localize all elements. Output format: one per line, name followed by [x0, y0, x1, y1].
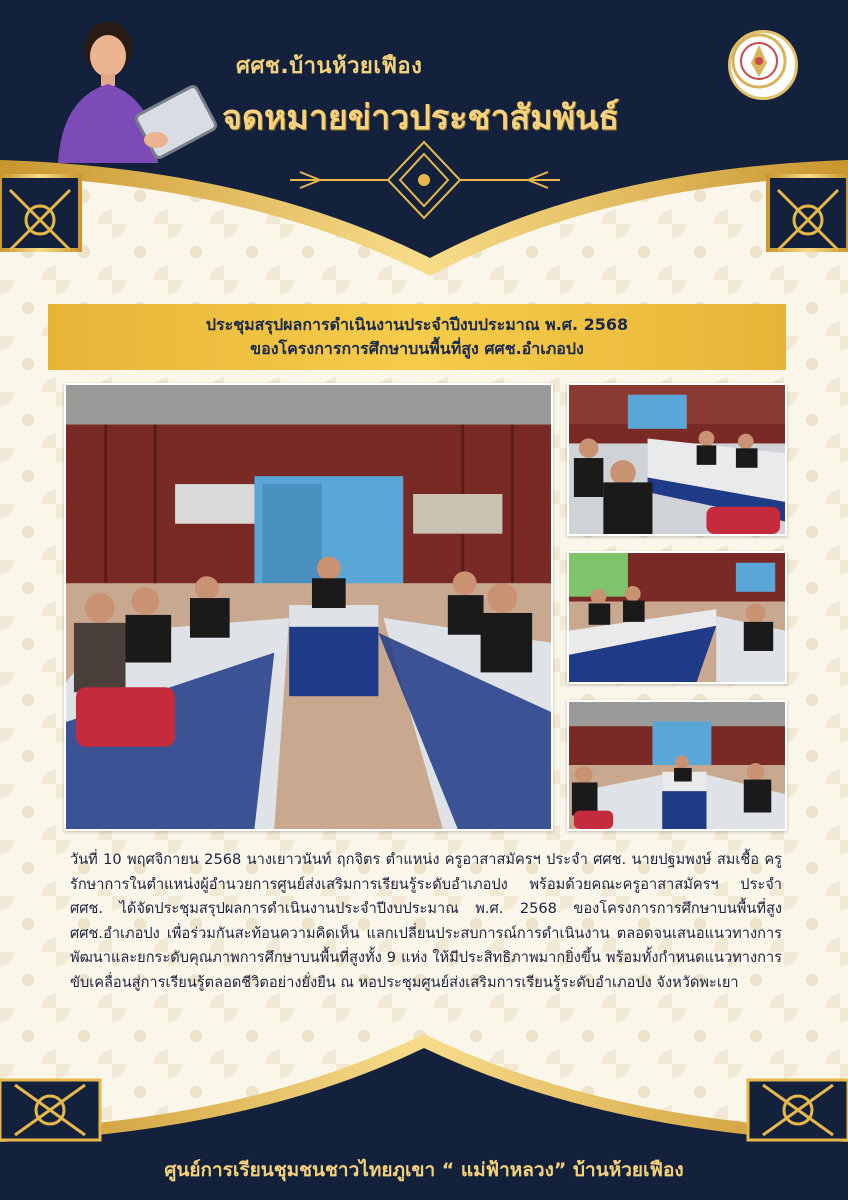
footer-center-name: ศูนย์การเรียนชุมชนชาวไทยภูเขา “ แม่ฟ้าหลวง” บ้านห้วยเฟือง [164, 1159, 684, 1181]
article-title-line-2: ของโครงการการศึกษาบนพื้นที่สูง ศศช.อำเภอปง [250, 339, 584, 358]
article-body: วันที่ 10 พฤศจิกายน 2568 นางเยาวนันท์ ฤกจิตร ตำแหน่ง ครูอาสาสมัครฯ ประจำ ศศช. นายปฐมพงษ์ สมเชื้อ ครู รักษาการในตำแหน่งผู้อำนวยการศูนย์ส่งเสริมการเรียนรู้ระดับอำเภอปง พร้อมด้วยคณะครูอาสาสมัครฯ ประจำ ศศช. ได้จัดประชุมสรุปผลการดำเนินงานประจำปีงบประมาณ พ.ศ. 2568 ของโครงการการศึกษาบนพื้นที่สูง ศศช.อำเภอปง เพื่อร่วมกันสะท้อนความคิดเห็น แลกเปลี่ยนประสบการณ์การดำเนินงาน ตลอดจนเสนอแนวทางการพัฒนาและยกระดับคุณภาพการศึกษาบนพื้นที่สูงทั้ง 9 แห่ง ให้มีประสิทธิภาพมากยิ่งขึ้น พร้อมทั้งกำหนดแนวทางการขับเคลื่อนสู่การเรียนรู้ตลอดชีวิตอย่างยั่งยืน ณ หอประชุมศูนย์ส่งเสริมการเรียนรู้ระดับอำเภอปง จังหวัดพะเยา [70, 851, 782, 991]
meeting-photo-3 [567, 700, 787, 831]
newsletter-header [0, 0, 848, 290]
meeting-photo-1 [567, 383, 787, 536]
meeting-photo-2 [567, 551, 787, 684]
school-name: ศศช.บ้านห้วยเฟือง [236, 54, 423, 79]
article-title-banner [48, 304, 786, 370]
newsletter-headline: จดหมายข่าวประชาสัมพันธ์ [222, 98, 620, 138]
article-title-line-1: ประชุมสรุปผลการดำเนินงานประจำปีงบประมาณ พ.ศ. 2568 [205, 315, 629, 334]
school-emblem-icon [728, 30, 798, 100]
presenter-illustration [38, 18, 223, 163]
newsletter-footer [0, 1030, 848, 1200]
meeting-photo-main [64, 383, 553, 831]
